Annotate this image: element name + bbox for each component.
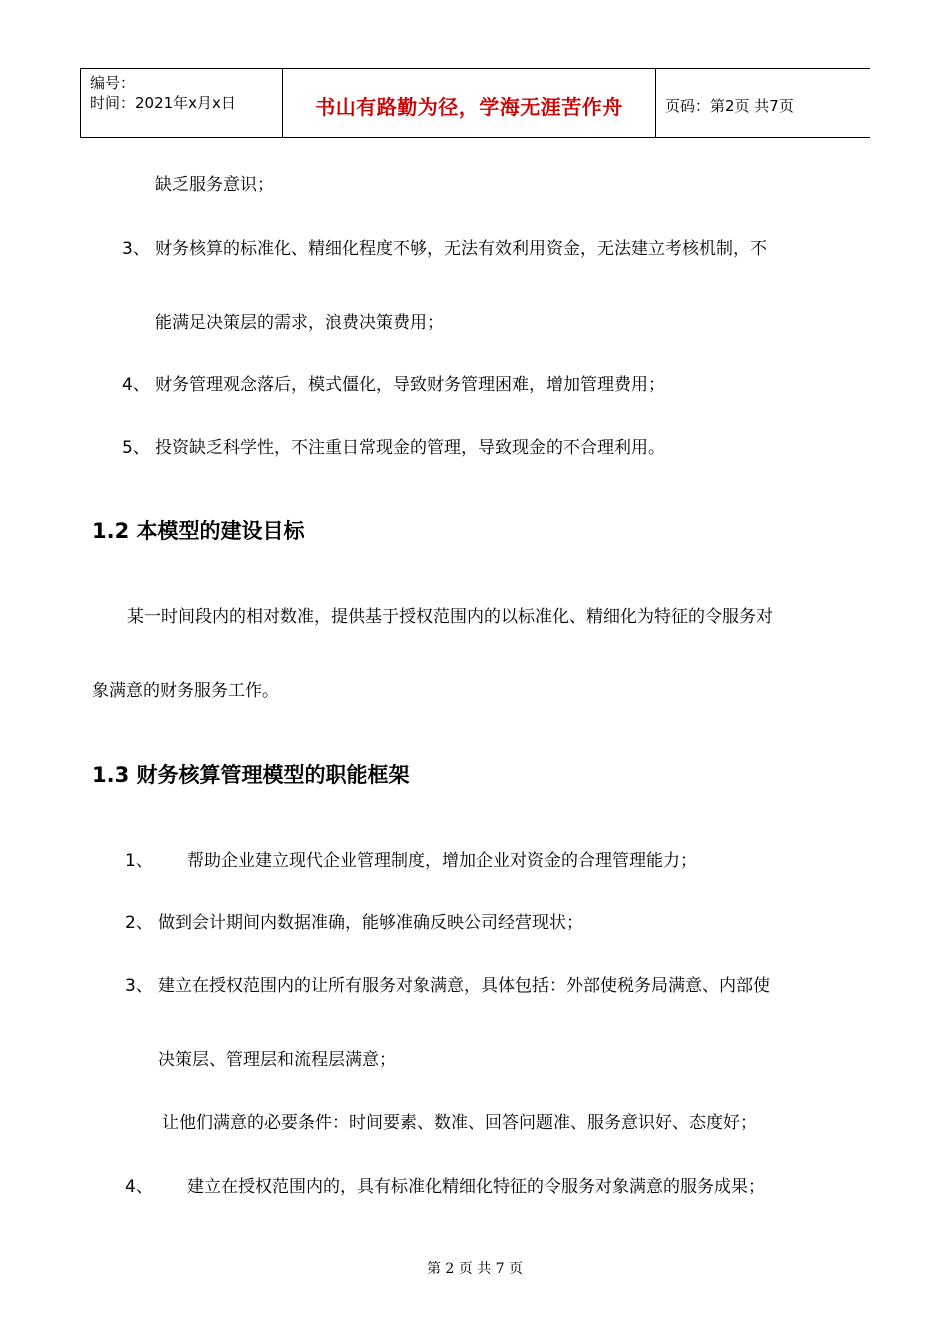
page-footer: 第 2 页 共 7 页 [426,1261,524,1277]
list-item-continuation: 能满足决策层的需求，浪费决策费用； [155,313,444,333]
list-item-text: 做到会计期间内数据准确，能够准确反映公司经营现状； [158,913,583,933]
list-item-note: 让他们满意的必要条件：时间要素、数准、回答问题准、服务意识好、态度好； [162,1113,757,1133]
list-item-text: 财务核算的标准化、精细化程度不够，无法有效利用资金，无法建立考核机制，不 [155,239,767,259]
list-item-number: 3、 [122,239,150,259]
list-item-number: 5、 [122,438,150,458]
list-item-text: 建立在授权范围内的，具有标准化精细化特征的令服务对象满意的服务成果； [187,1177,765,1197]
header-page-info: 页码：第2页 共7页 [665,97,794,115]
header-time-label: 时间：2021年x月x日 [90,94,236,112]
list-item-number: 4、 [125,1177,153,1197]
page-header [80,68,870,138]
header-border-left [80,69,81,137]
section-heading-1-2: 1.2 本模型的建设目标 [92,519,305,543]
header-motto: 书山有路勤为径，学海无涯苦作舟 [315,95,623,119]
paragraph-line: 某一时间段内的相对数准，提供基于授权范围内的以标准化、精细化为特征的令服务对 [127,607,773,627]
header-meta [90,73,236,113]
list-item-text: 建立在授权范围内的让所有服务对象满意，具体包括：外部使税务局满意、内部使 [158,976,770,996]
list-item-continuation: 决策层、管理层和流程层满意； [158,1050,396,1070]
header-divider-2 [655,69,656,137]
list-item-text: 财务管理观念落后，模式僵化，导致财务管理困难，增加管理费用； [155,375,665,395]
paragraph-continuation: 缺乏服务意识； [155,175,274,195]
list-item-number: 4、 [122,375,150,395]
list-item-number: 2、 [125,913,153,933]
paragraph-line: 象满意的财务服务工作。 [92,681,279,701]
list-item-text: 帮助企业建立现代企业管理制度，增加企业对资金的合理管理能力； [187,851,697,871]
section-heading-1-3: 1.3 财务核算管理模型的职能框架 [92,763,410,787]
list-item-number: 3、 [125,976,153,996]
list-item-number: 1、 [125,851,153,871]
list-item-text: 投资缺乏科学性，不注重日常现金的管理，导致现金的不合理利用。 [155,438,665,458]
header-number-label: 编号： [90,74,136,92]
